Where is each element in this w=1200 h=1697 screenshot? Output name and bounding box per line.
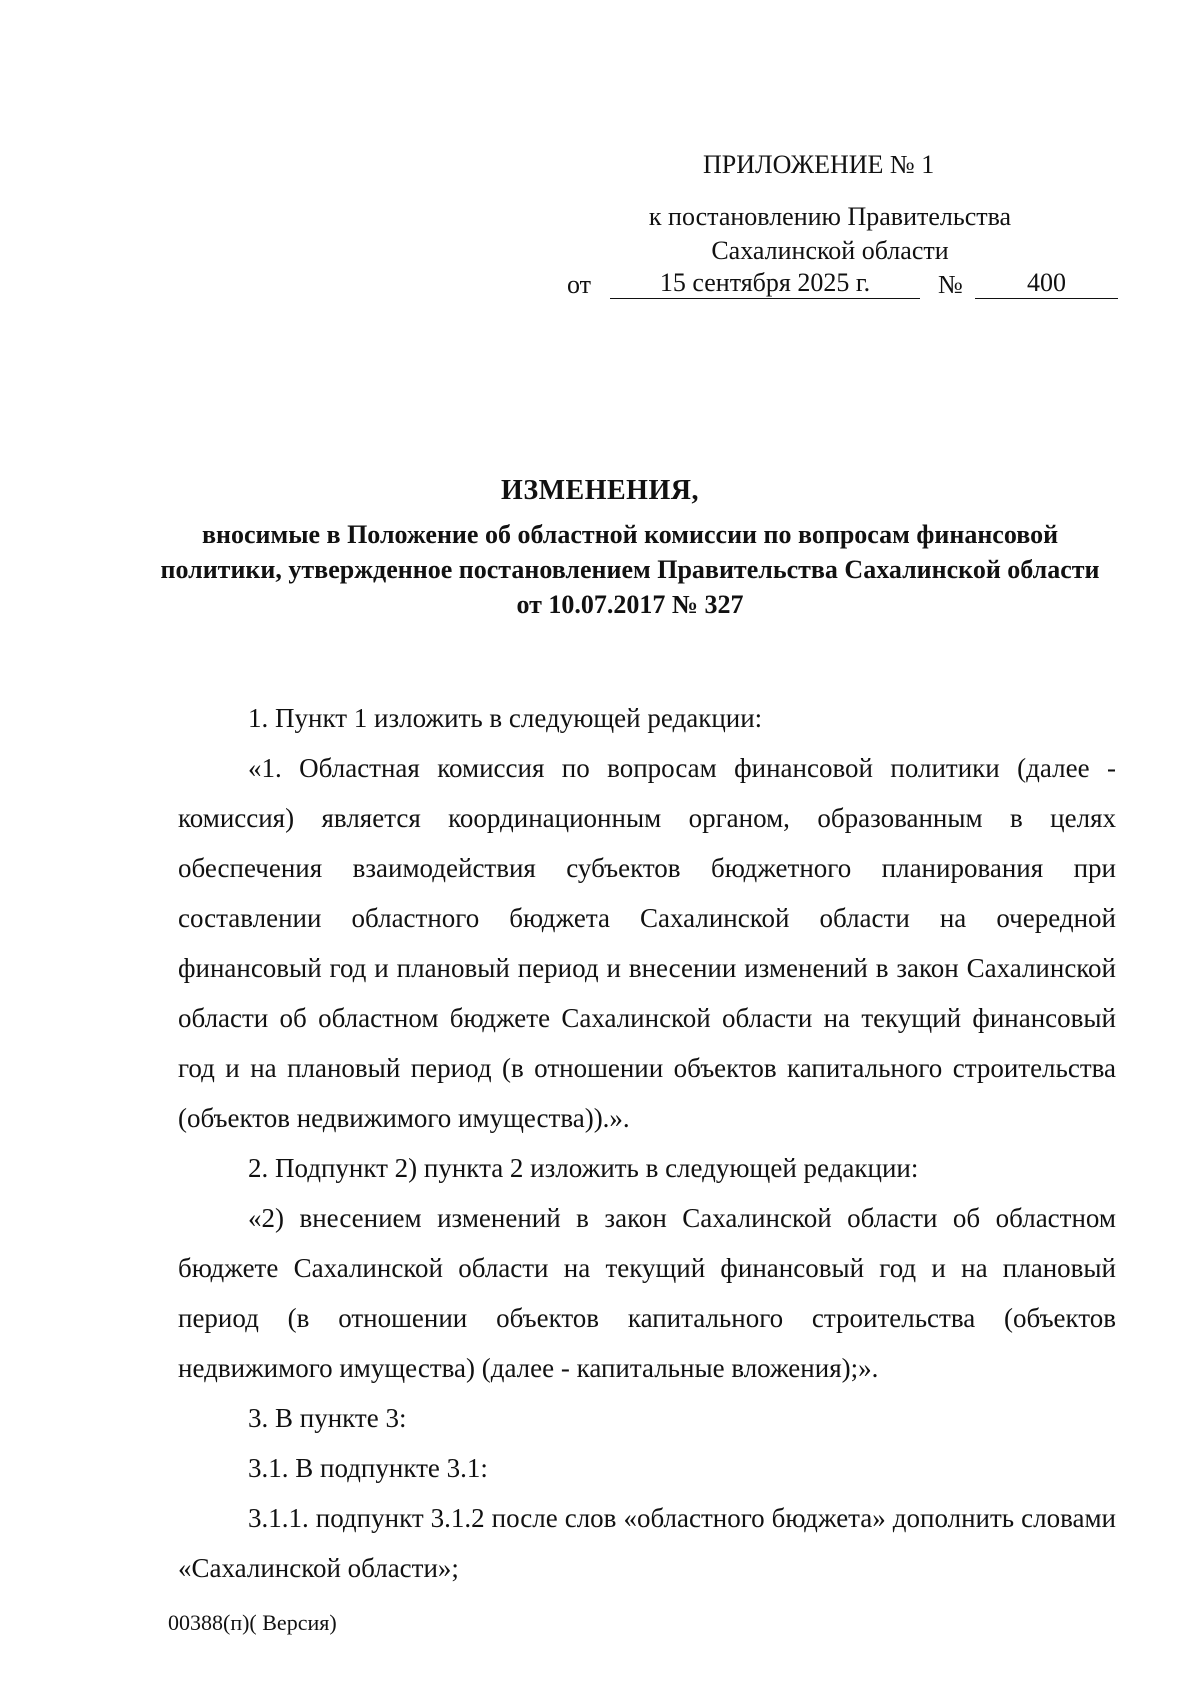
paragraph-2: «1. Областная комиссия по вопросам финансовой политики (далее - комиссия) является координационным органом, образованным в целях обеспечения взаимодействия субъектов бюджетного планирования при составлении областного бюджета Сахалинской области на очередной финансовый год и плановый период и внесении изменений в закон Сахалинской области об областном бюджете Сахалинской области на текущий финансовый год и на плановый период (в отношении объектов капитального строительства (объектов недвижимого имущества)).». (178, 753, 1116, 1133)
paragraph-3: 2. Подпункт 2) пункта 2 изложить в следующей редакции: (248, 1153, 919, 1183)
paragraph-7: 3.1.1. подпункт 3.1.2 после слов «областного бюджета» дополнить словами «Сахалинской области»; (178, 1503, 1116, 1583)
appendix-date-row (560, 268, 1120, 304)
paragraph-1: 1. Пункт 1 изложить в следующей редакции: (248, 703, 763, 733)
footer-code: 00388(п)( Версия) (168, 1610, 337, 1635)
changes-subtitle: вносимые в Положение об областной комиссии по вопросам финансовой политики, утвержденное постановлением Правительства Сахалинской области от 10.07.2017 № 327 (160, 520, 1100, 619)
date-prefix: от (567, 270, 592, 299)
appendix-line-2: Сахалинской области (711, 236, 949, 265)
paragraph-6: 3.1. В подпункте 3.1: (248, 1453, 488, 1483)
appendix-block (560, 148, 1120, 304)
number-sign: № (938, 270, 963, 299)
changes-title: ИЗМЕНЕНИЯ, (501, 475, 699, 506)
body-text (178, 693, 1116, 1593)
paragraph-5: 3. В пункте 3: (248, 1403, 407, 1433)
appendix-line-1: к постановлению Правительства (648, 202, 1012, 231)
appendix-title: ПРИЛОЖЕНИЕ № 1 (703, 150, 935, 179)
paragraph-4: «2) внесением изменений в закон Сахалинской области об областном бюджете Сахалинской области на текущий финансовый год и на плановый период (в отношении объектов капитального строительства (объектов недвижимого имущества) (далее - капитальные вложения);». (178, 1203, 1116, 1383)
resolution-date: 15 сентября 2025 г. (610, 268, 920, 299)
resolution-number: 400 (975, 268, 1118, 299)
